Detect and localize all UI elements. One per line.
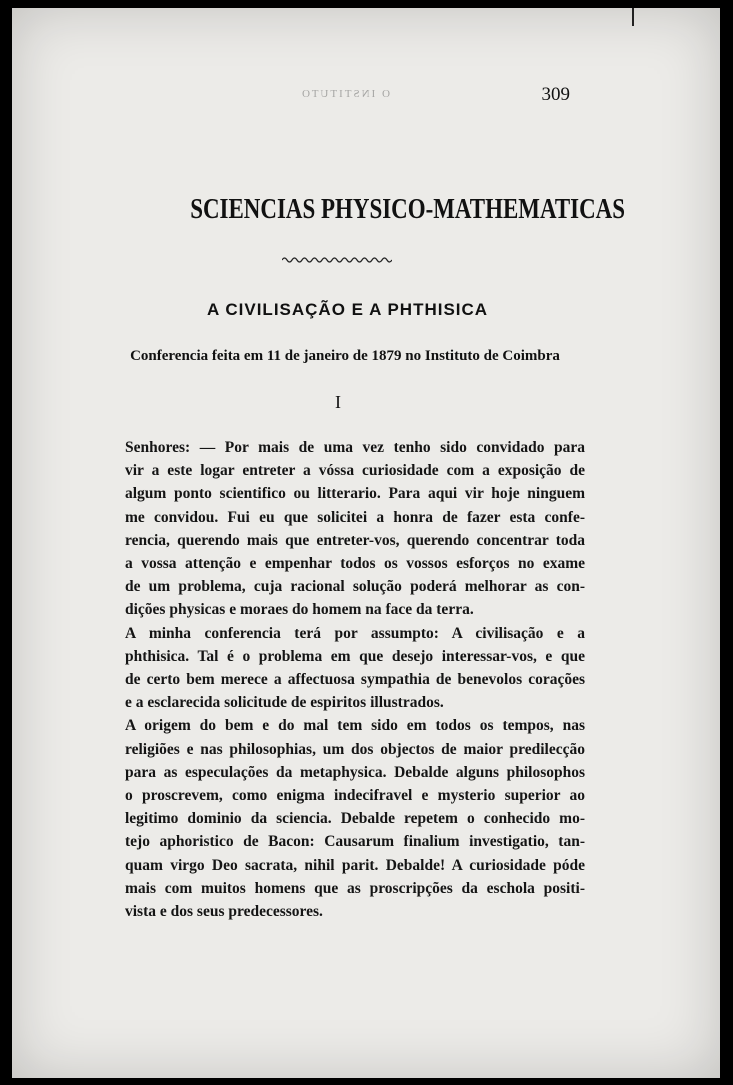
bleed-through bbox=[32, 126, 700, 142]
text-line: Senhores: — Por mais de uma vez tenho sido convidado para bbox=[125, 439, 585, 456]
paragraph-1 bbox=[105, 436, 585, 622]
text-line: legitimo dominio da sciencia. Debalde repetem o conhecido mo- bbox=[125, 810, 585, 828]
text-line: mais com muitos homens que as proscripções da eschola positi- bbox=[125, 879, 585, 897]
text-line: tejo aphoristico de Bacon: Causarum finalium investigatio, tan- bbox=[125, 833, 585, 851]
text-line: algum ponto scientifico ou litterario. Para aqui vir hoje ninguem bbox=[125, 485, 585, 503]
text-line: religiões e nas philosophias, um dos objectos de maior predilecção bbox=[125, 740, 585, 758]
paragraph-2 bbox=[105, 622, 585, 715]
text-line: o proscrevem, como enigma indecifravel e mysterio superior ao bbox=[125, 787, 585, 805]
article-title: A CIVILISAÇÃO E A PHTHISICA bbox=[207, 300, 489, 319]
document-page bbox=[12, 8, 720, 1078]
text-line: me convidou. Fui eu que solicitei a honra de fazer esta confe- bbox=[125, 508, 585, 526]
text-line: de certo bem merece a affectuosa sympathia de benevolos corações bbox=[125, 671, 585, 689]
text-line: quam virgo Deo sacrata, nihil parit. Debalde! A curiosidade póde bbox=[125, 856, 585, 874]
text-line: vir a este logar entreter a vóssa curiosidade com a exposição de bbox=[125, 462, 585, 480]
text-line: e a esclarecida solicitude de espiritos illustrados. bbox=[125, 694, 444, 712]
running-head: O INSTITUTO bbox=[300, 88, 390, 100]
text-line: A origem do bem e do mal tem sido em todos os tempos, nas bbox=[125, 717, 585, 735]
text-line: phthisica. Tal é o problema em que desejo interessar-vos, e que bbox=[125, 647, 585, 665]
article-subtitle: Conferencia feita em 11 de janeiro de 1879 no Instituto de Coimbra bbox=[130, 348, 560, 364]
text-line: de um problema, cuja racional solução poderá melhorar as con- bbox=[125, 578, 585, 596]
section-title: SCIENCIAS PHYSICO-MATHEMATICAS bbox=[190, 194, 626, 225]
page-number: 309 bbox=[541, 84, 570, 105]
text-line: vista e dos seus predecessores. bbox=[125, 903, 323, 921]
body-text bbox=[105, 436, 585, 923]
text-line: A minha conferencia terá por assumpto: A civilisação e a bbox=[125, 624, 585, 642]
chapter-numeral: I bbox=[335, 392, 341, 412]
wavy-divider bbox=[282, 256, 392, 264]
edge-mark bbox=[632, 8, 634, 26]
text-line: rencia, querendo mais que entreter-vos, querendo concentrar toda bbox=[125, 531, 585, 549]
text-line: dições physicas e moraes do homem na face da terra. bbox=[125, 601, 474, 619]
text-line: a vossa attenção e empenhar todos os vossos esforços no exame bbox=[125, 555, 585, 573]
paragraph-3 bbox=[105, 714, 585, 923]
text-line: para as especulações da metaphysica. Debalde alguns philosophos bbox=[125, 763, 585, 781]
